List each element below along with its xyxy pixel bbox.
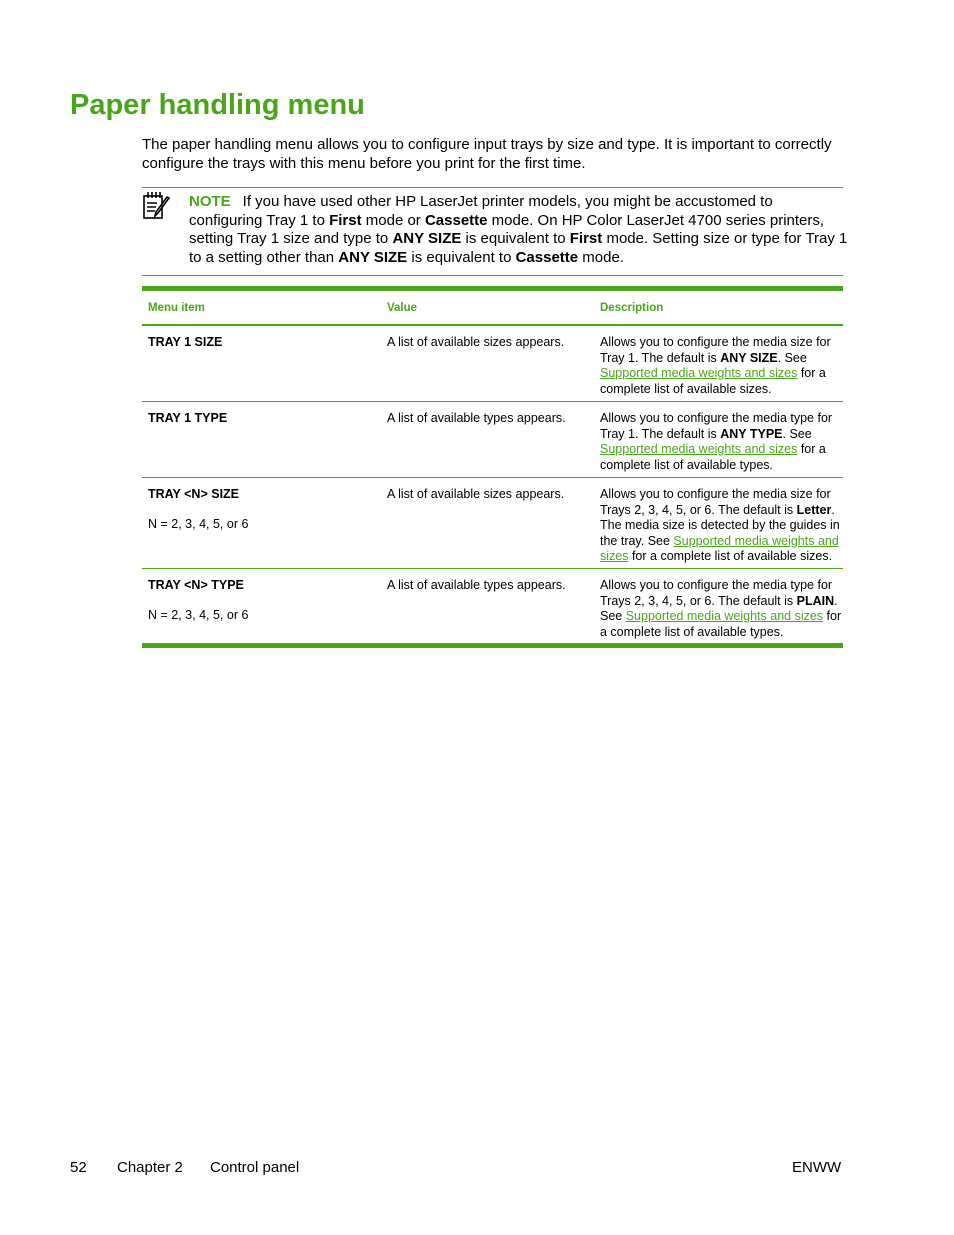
table-row [142,402,843,478]
desc-default: PLAIN [796,593,835,608]
note-bottom-rule [142,275,843,276]
note-text-part: mode. On HP Color LaserJet 4700 series printers, setting Tray 1 size and type to [189,211,825,248]
note-text-part: If you have used other HP LaserJet printer models, you might be accustomed to configuring Tray 1 to [189,193,773,229]
note-text [189,193,849,268]
menu-item-value: A list of available types appears. [387,411,566,425]
desc-text: . The media size is detected by the guides in the tray. See [600,502,840,548]
table-row [142,478,843,569]
desc-text: for a complete list of available types. [600,442,826,472]
desc-text: Allows you to configure the media size for Tray 1. The default is [600,335,831,365]
footer-edition: ENWW [792,1159,842,1176]
supported-media-link[interactable]: Supported media weights and sizes [600,366,798,380]
desc-text: . See [777,350,807,365]
menu-item-description [600,335,843,397]
table-row [142,326,843,402]
note-icon [142,190,172,222]
note-bold-any-size: ANY SIZE [338,249,408,267]
page-title: Paper handling menu [70,89,365,121]
table-bottom-bar [142,643,843,648]
menu-item-description [600,411,843,473]
note-bold-cassette: Cassette [424,211,488,229]
intro-paragraph: The paper handling menu allows you to configure input trays by size and type. It is important to correctly configure the trays with this menu before you print for the first time. [142,136,832,172]
table-header-row [142,291,843,324]
note-text-part: mode or [361,211,425,229]
menu-item-note: N = 2, 3, 4, 5, or 6 [148,607,249,622]
note-bold-any-size: ANY SIZE [392,230,462,248]
note-label: NOTE [189,193,231,210]
menu-item-note: N = 2, 3, 4, 5, or 6 [148,516,249,531]
note-text-part: mode. Setting size or type for Tray 1 to a setting other than [189,230,848,267]
desc-text: for a complete list of available types. [600,609,842,639]
desc-default: ANY TYPE [720,426,783,441]
footer-chapter: Chapter 2 [117,1159,183,1176]
supported-media-link[interactable]: Supported media weights and sizes [600,533,839,563]
supported-media-link[interactable]: Supported media weights and sizes [600,442,798,456]
note-text-part: mode. [578,249,624,267]
note-bold-cassette: Cassette [515,249,579,267]
note-bold-first: First [329,211,362,229]
desc-default: ANY SIZE [720,350,778,365]
menu-item-name: TRAY <N> TYPE [148,578,244,592]
header-value: Value [387,302,418,314]
note-text-part: is equivalent to [461,230,570,248]
footer-section: Control panel [210,1159,300,1176]
menu-item-name: TRAY <N> SIZE [148,487,240,501]
menu-item-name: TRAY 1 SIZE [148,335,223,349]
desc-default: Letter [796,502,832,517]
header-description: Description [600,302,664,314]
menu-item-value: A list of available types appears. [387,578,566,592]
page-number: 52 [70,1159,87,1176]
desc-text: Allows you to configure the media size for Trays 2, 3, 4, 5, or 6. The default is [600,487,831,517]
desc-text: for a complete list of available sizes. [628,549,833,563]
desc-text: . See [600,593,838,623]
desc-text: . See [782,426,812,441]
note-top-rule [142,187,843,188]
menu-item-description [600,487,843,565]
menu-item-description [600,578,843,640]
menu-item-name: TRAY 1 TYPE [148,411,228,425]
note-text-part: is equivalent to [407,249,516,267]
desc-text: Allows you to configure the media type for Trays 2, 3, 4, 5, or 6. The default is [600,578,833,608]
menu-item-value: A list of available sizes appears. [387,487,565,501]
table-row [142,569,843,643]
note-bold-first: First [569,230,603,248]
desc-text: for a complete list of available sizes. [600,366,826,396]
header-menu-item: Menu item [148,302,205,314]
menu-item-value: A list of available sizes appears. [387,335,565,349]
desc-text: Allows you to configure the media type for Tray 1. The default is [600,411,833,441]
paper-handling-table [142,286,843,648]
supported-media-link[interactable]: Supported media weights and sizes [625,609,824,623]
